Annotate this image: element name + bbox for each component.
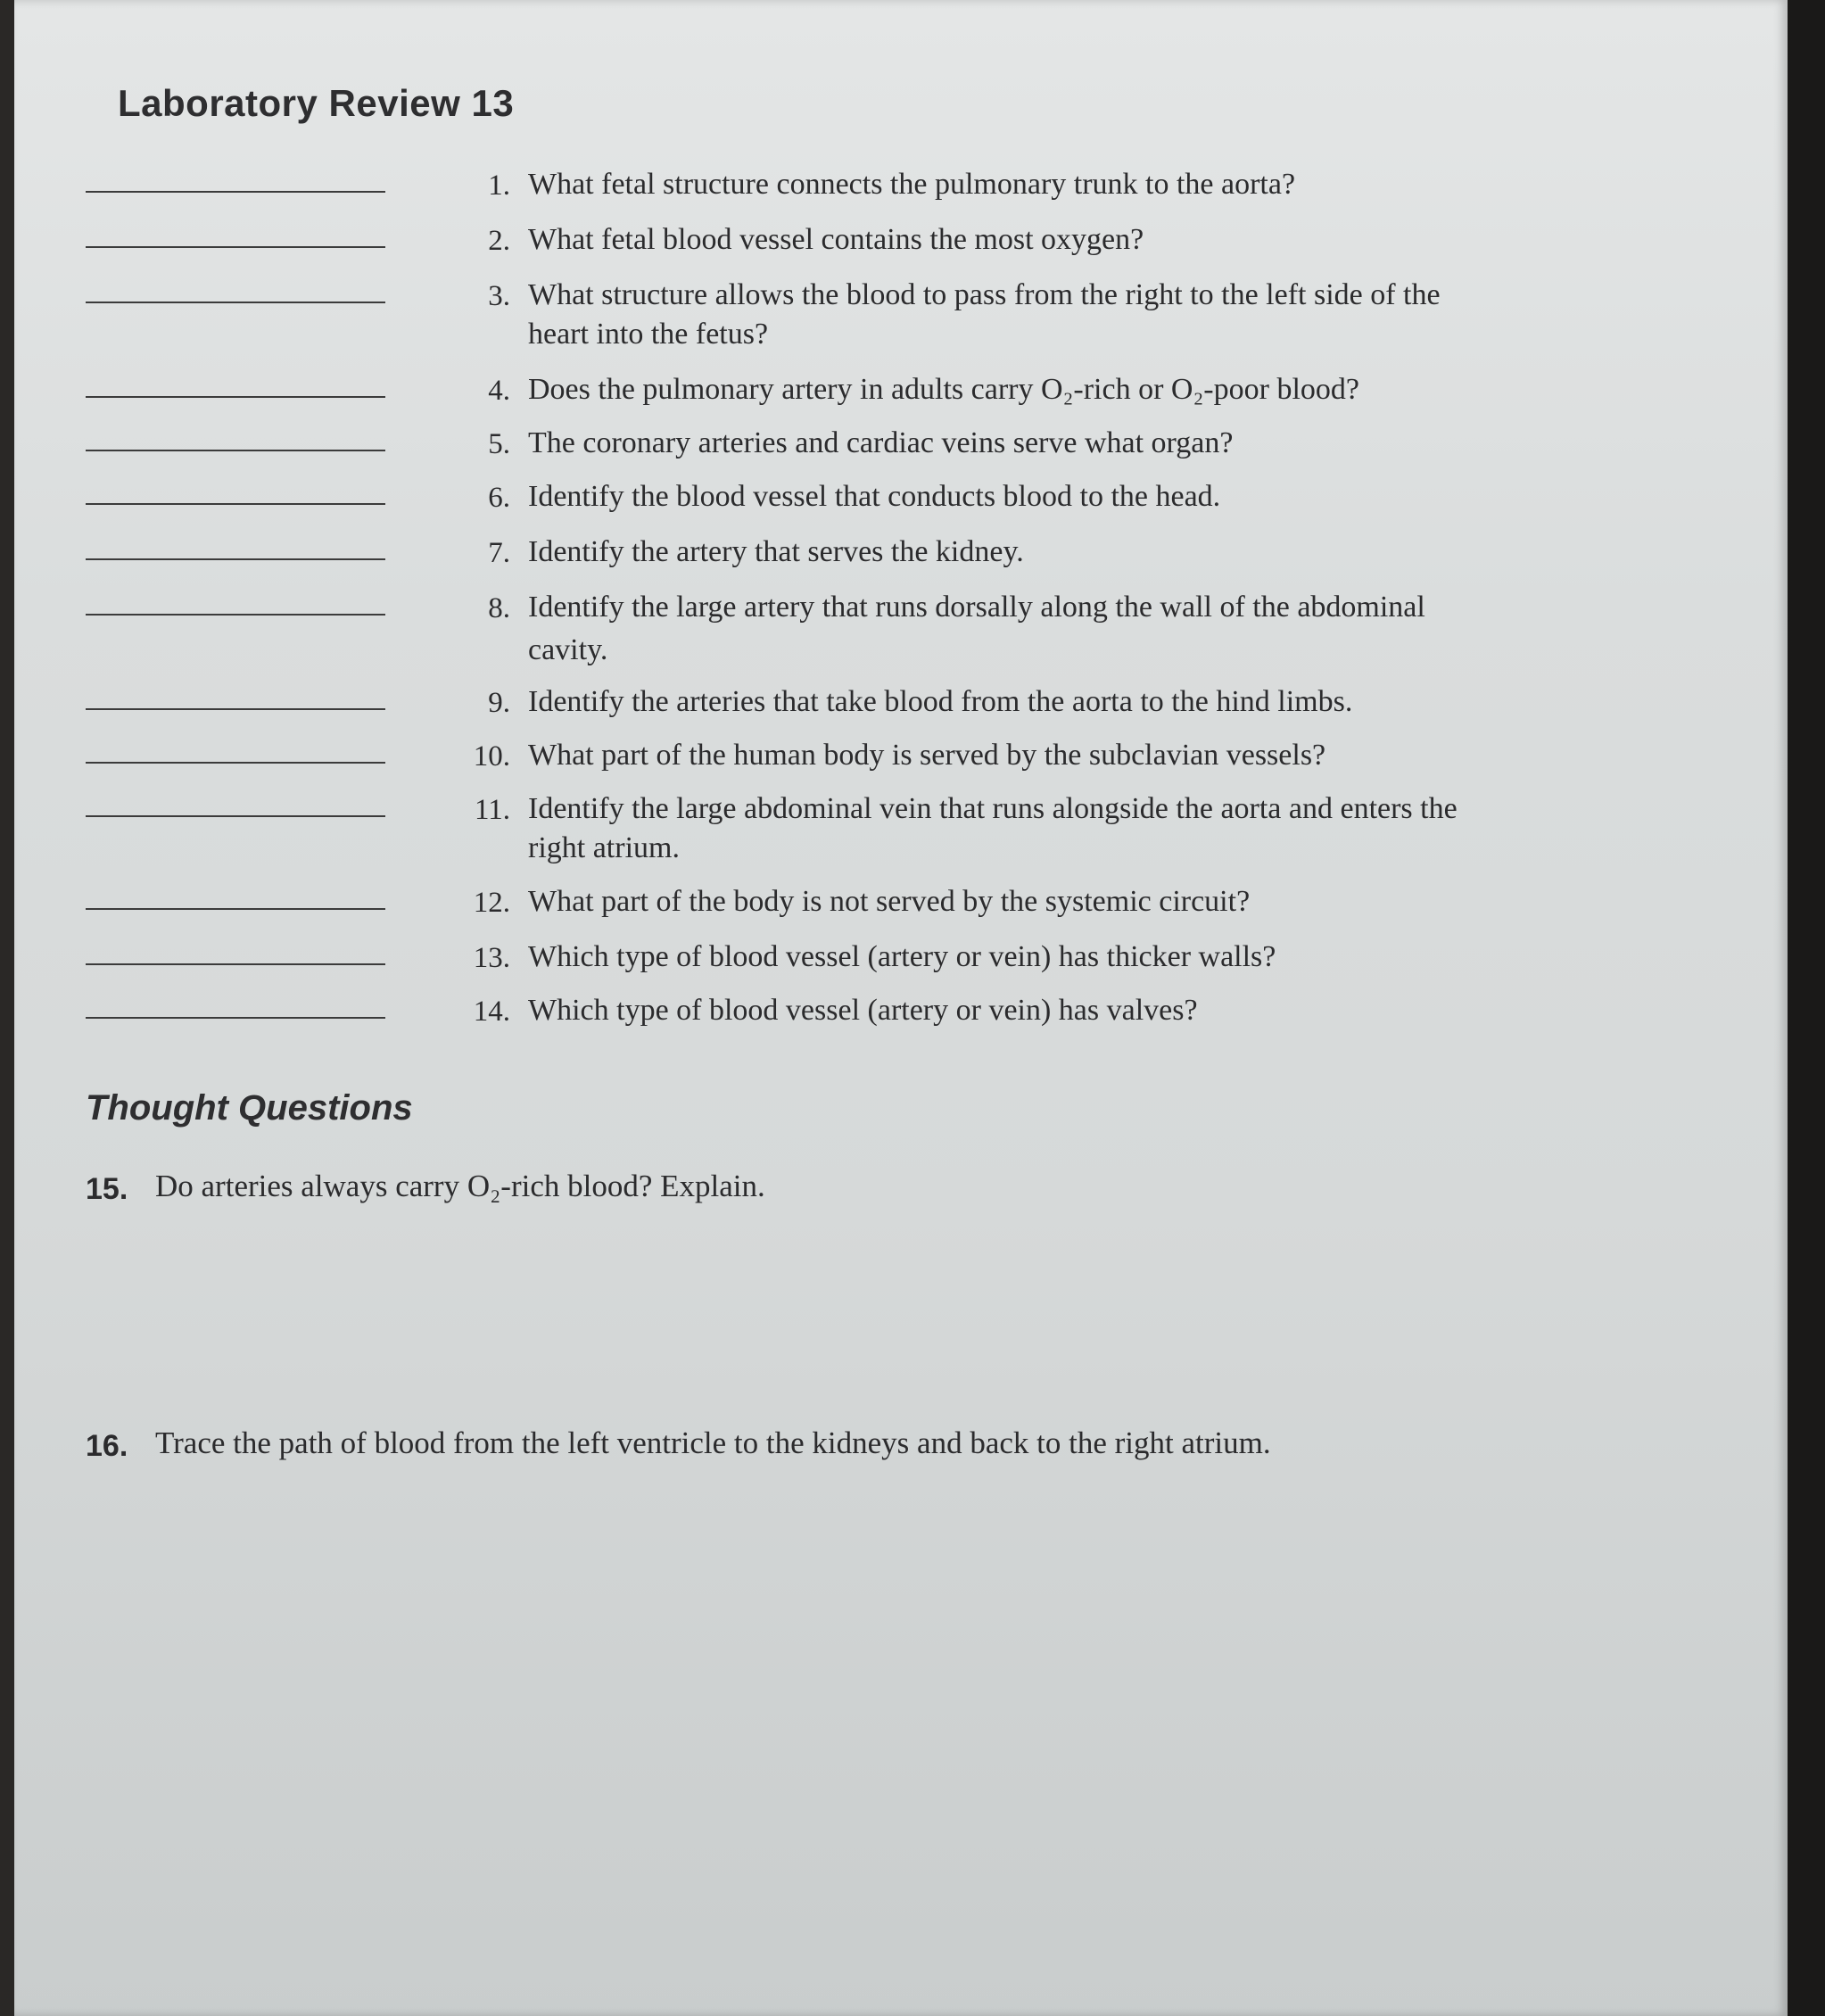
question-number: 1.	[488, 169, 510, 202]
question-number: 2.	[488, 225, 510, 257]
answer-blank-9[interactable]	[86, 708, 385, 710]
question-number: 5.	[488, 428, 510, 460]
answer-blank-11[interactable]	[86, 815, 385, 817]
question-text: What fetal structure connects the pulmonary trunk to the aorta?	[528, 168, 1296, 201]
question-text-line-2: right atrium.	[528, 831, 680, 864]
question-number: 9.	[488, 687, 510, 719]
answer-blank-2[interactable]	[86, 246, 385, 248]
question-text-line-1: Identify the large artery that runs dorsally along the wall of the abdominal	[528, 591, 1425, 624]
question-number: 13.	[473, 942, 510, 974]
thought-question-number: 16.	[86, 1429, 128, 1463]
answer-blank-12[interactable]	[86, 908, 385, 910]
question-text: Identify the arteries that take blood from the aorta to the hind limbs.	[528, 685, 1353, 718]
question-text: Does the pulmonary artery in adults carry O₂-rich or O₂-poor blood?	[528, 373, 1359, 406]
question-number: 8.	[488, 592, 510, 624]
thought-question-15-text: Do arteries always carry O₂-rich blood? Explain.	[155, 1169, 765, 1203]
section-heading-thought-questions: Thought Questions	[86, 1088, 413, 1128]
answer-blank-10[interactable]	[86, 762, 385, 764]
question-number: 10.	[473, 740, 510, 773]
answer-blank-14[interactable]	[86, 1017, 385, 1019]
answer-blank-8[interactable]	[86, 614, 385, 616]
answer-blank-5[interactable]	[86, 450, 385, 451]
question-number: 14.	[473, 996, 510, 1028]
question-text: What part of the human body is served by the subclavian vessels?	[528, 739, 1326, 772]
question-text-line-2: heart into the fetus?	[528, 318, 769, 351]
answer-blank-4[interactable]	[86, 396, 385, 398]
question-text: What part of the body is not served by the systemic circuit?	[528, 885, 1251, 918]
question-text: Which type of blood vessel (artery or vein) has valves?	[528, 994, 1198, 1027]
question-text: What fetal blood vessel contains the most oxygen?	[528, 223, 1144, 256]
page-title: Laboratory Review 13	[118, 82, 515, 124]
question-text-line-1: What structure allows the blood to pass from the right to the left side of the	[528, 278, 1441, 311]
answer-blank-6[interactable]	[86, 503, 385, 505]
question-number: 6.	[488, 482, 510, 514]
worksheet-page	[14, 0, 1788, 2016]
question-text-line-2: cavity.	[528, 633, 608, 666]
review-question-list	[14, 0, 1788, 1070]
thought-question-number: 15.	[86, 1172, 128, 1206]
question-number: 3.	[488, 280, 510, 312]
question-text: The coronary arteries and cardiac veins serve what organ?	[528, 426, 1234, 459]
answer-blank-7[interactable]	[86, 558, 385, 560]
question-number: 12.	[473, 887, 510, 919]
thought-question-16-text: Trace the path of blood from the left ventricle to the kidneys and back to the right atrium.	[155, 1425, 1271, 1460]
answer-blank-3[interactable]	[86, 302, 385, 303]
question-number: 4.	[488, 375, 510, 407]
question-text: Identify the artery that serves the kidney.	[528, 535, 1024, 568]
answer-blank-13[interactable]	[86, 963, 385, 965]
question-text: Which type of blood vessel (artery or vein) has thicker walls?	[528, 940, 1276, 973]
question-text-line-1: Identify the large abdominal vein that runs alongside the aorta and enters the	[528, 792, 1458, 825]
question-text: Identify the blood vessel that conducts blood to the head.	[528, 480, 1221, 513]
answer-blank-1[interactable]	[86, 191, 385, 193]
question-number: 11.	[474, 794, 510, 826]
question-number: 7.	[488, 537, 510, 569]
